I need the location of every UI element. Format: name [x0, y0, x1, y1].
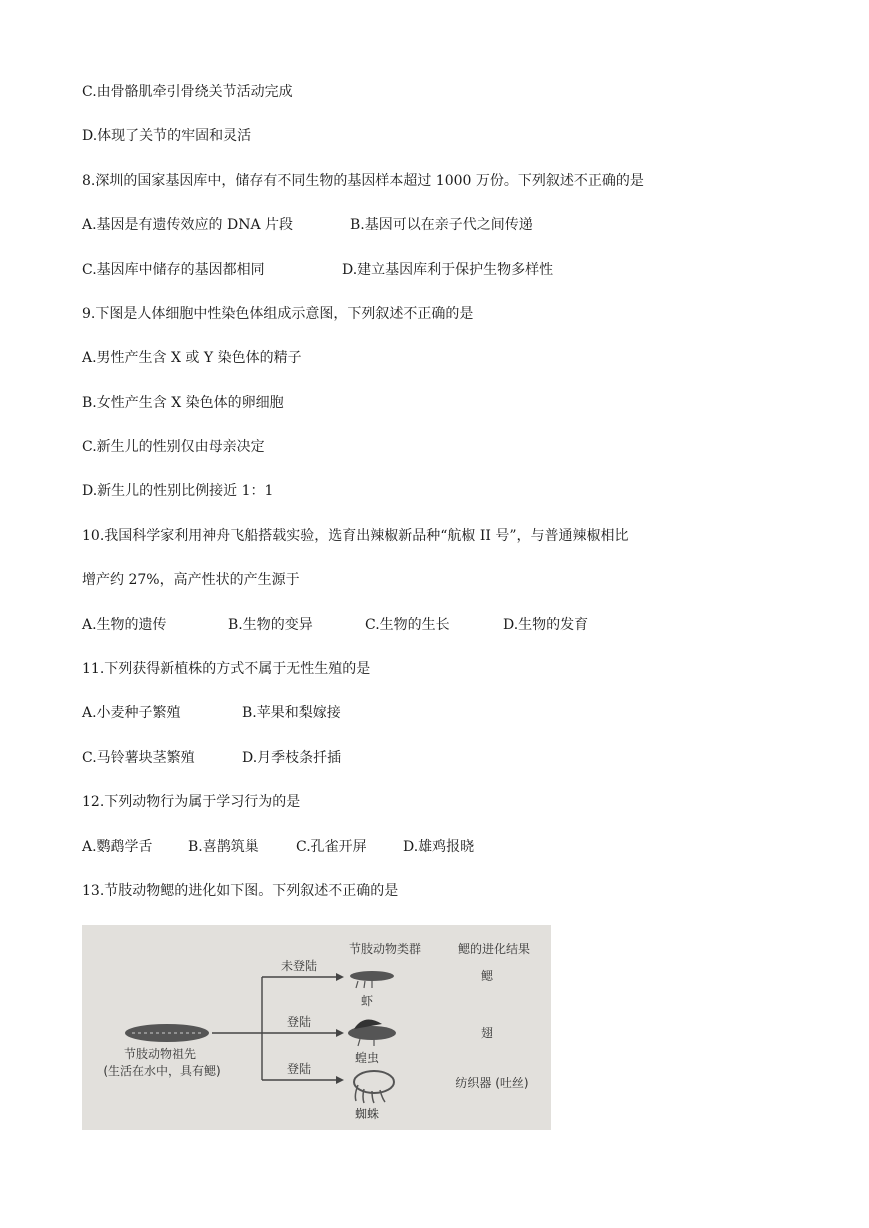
question-12-stem: 12.下列动物行为属于学习行为的是 — [82, 794, 301, 810]
gill-evolution-figure — [82, 925, 551, 1130]
question-12-option-b: B.喜鹊筑巢 — [188, 839, 259, 855]
branch-connectors — [212, 977, 338, 1080]
ancestor-habitat-label: (生活在水中，具有鳃) — [103, 1064, 221, 1078]
question-9-stem: 9.下图是人体细胞中性染色体组成示意图，下列叙述不正确的是 — [82, 306, 474, 322]
question-8-stem: 8.深圳的国家基因库中，储存有不同生物的基因样本超过 1000 万份。下列叙述不正确的是 — [82, 173, 644, 189]
branch-arrowheads — [336, 973, 344, 1084]
question-12-option-a: A.鹦鹉学舌 — [82, 839, 153, 855]
question-10-option-c: C.生物的生长 — [365, 617, 450, 633]
question-12-option-c: C.孔雀开屏 — [296, 839, 367, 855]
shrimp-label: 虾 — [360, 994, 374, 1008]
column-header-group: 节肢动物类群 — [348, 942, 422, 956]
spider-label: 蜘蛛 — [354, 1107, 380, 1121]
question-7-option-d: D.体现了关节的牢固和灵活 — [82, 128, 252, 144]
shrimp-icon — [350, 971, 394, 988]
question-7-option-c: C.由骨骼肌牵引骨绕关节活动完成 — [82, 84, 293, 100]
question-9-option-d: D.新生儿的性别比例接近 1：1 — [82, 483, 274, 499]
branch-2-path-label: 登陆 — [286, 1015, 312, 1029]
branch-3-path-label: 登陆 — [286, 1062, 312, 1076]
column-header-result: 鳃的进化结果 — [457, 942, 531, 956]
question-11-option-b: B.苹果和梨嫁接 — [242, 705, 341, 721]
question-10-stem-line-2: 增产约 27%，高产性状的产生源于 — [82, 572, 300, 588]
gill-evolution-diagram — [82, 925, 551, 1130]
question-11-option-c: C.马铃薯块茎繁殖 — [82, 750, 195, 766]
spider-icon — [354, 1071, 394, 1103]
shrimp-result-label: 鳃 — [480, 969, 494, 983]
question-11-option-a: A.小麦种子繁殖 — [82, 705, 181, 721]
question-8-option-b: B.基因可以在亲子代之间传递 — [350, 217, 533, 233]
question-12-option-d: D.雄鸡报晓 — [403, 839, 475, 855]
grasshopper-icon — [348, 1020, 396, 1046]
ancestor-arthropod-icon — [125, 1024, 209, 1042]
question-9-option-b: B.女性产生含 X 染色体的卵细胞 — [82, 395, 284, 411]
branch-1-path-label: 未登陆 — [280, 959, 318, 973]
question-9-option-c: C.新生儿的性别仅由母亲决定 — [82, 439, 265, 455]
question-8-option-c: C.基因库中储存的基因都相同 — [82, 262, 265, 278]
question-11-stem: 11.下列获得新植株的方式不属于无性生殖的是 — [82, 661, 371, 677]
question-9-option-a: A.男性产生含 X 或 Y 染色体的精子 — [82, 350, 302, 366]
question-10-option-d: D.生物的发育 — [503, 617, 589, 633]
question-10-stem-line-1: 10.我国科学家利用神舟飞船搭载实验，选育出辣椒新品种“航椒 II 号”，与普通辣椒相比 — [82, 528, 629, 544]
spider-result-label: 纺织器 (吐丝) — [455, 1076, 529, 1090]
question-13-stem: 13.节肢动物鳃的进化如下图。下列叙述不正确的是 — [82, 883, 399, 899]
grasshopper-label: 蝗虫 — [354, 1051, 380, 1065]
question-11-option-d: D.月季枝条扦插 — [242, 750, 342, 766]
question-8-option-a: A.基因是有遗传效应的 DNA 片段 — [82, 217, 294, 233]
question-10-option-b: B.生物的变异 — [228, 617, 313, 633]
question-10-option-a: A.生物的遗传 — [82, 617, 167, 633]
question-8-option-d: D.建立基因库利于保护生物多样性 — [342, 262, 554, 278]
grasshopper-result-label: 翅 — [480, 1026, 494, 1040]
ancestor-label: 节肢动物祖先 — [123, 1047, 197, 1061]
